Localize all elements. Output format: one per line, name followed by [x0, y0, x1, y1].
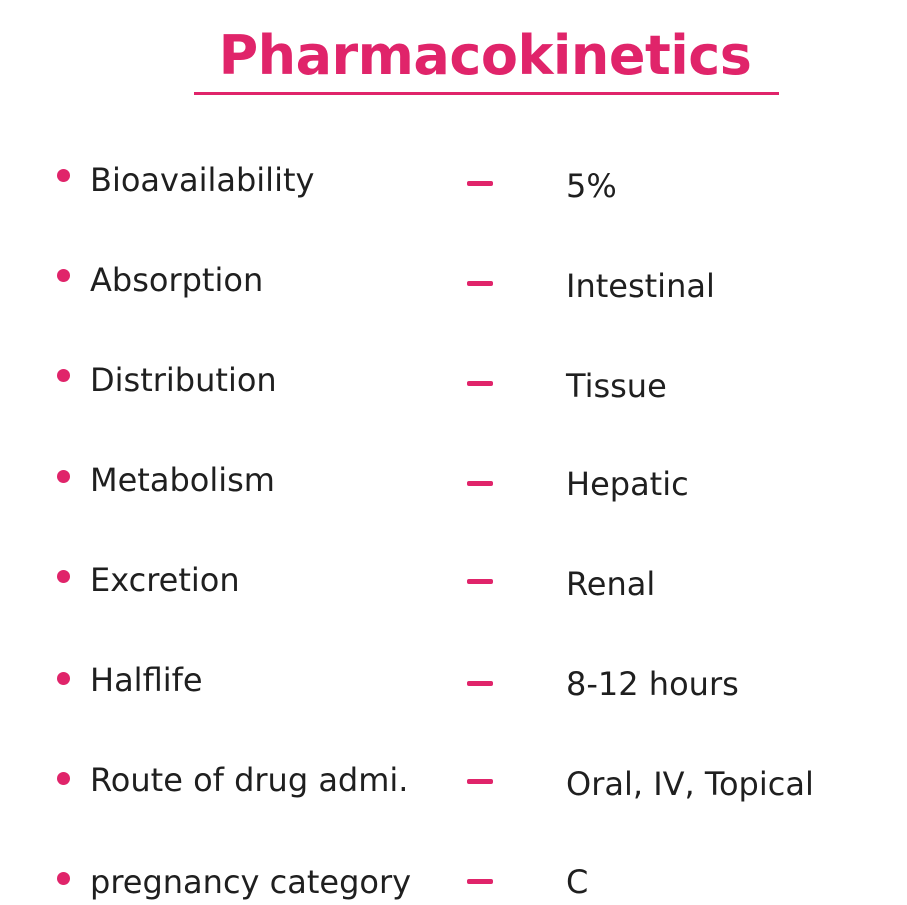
- dash-icon: [467, 879, 493, 884]
- property-label: Absorption: [90, 261, 264, 299]
- property-value: Tissue: [566, 367, 667, 405]
- title-underline: [194, 92, 779, 95]
- bullet-icon: [57, 269, 70, 282]
- dash-icon: [467, 381, 493, 386]
- dash-icon: [467, 779, 493, 784]
- property-value: Intestinal: [566, 267, 715, 305]
- property-label: Bioavailability: [90, 161, 315, 199]
- bullet-icon: [57, 369, 70, 382]
- property-value: Hepatic: [566, 465, 689, 503]
- property-value: Renal: [566, 565, 656, 603]
- property-label: Distribution: [90, 361, 277, 399]
- dash-icon: [467, 281, 493, 286]
- property-value: 8-12 hours: [566, 665, 739, 703]
- bullet-icon: [57, 169, 70, 182]
- bullet-icon: [57, 570, 70, 583]
- dash-icon: [467, 579, 493, 584]
- bullet-icon: [57, 872, 70, 885]
- bullet-icon: [57, 470, 70, 483]
- dash-icon: [467, 181, 493, 186]
- property-label: pregnancy category: [90, 863, 412, 901]
- property-label: Halflife: [90, 661, 203, 699]
- property-label: Metabolism: [90, 461, 275, 499]
- property-value: 5%: [566, 167, 617, 205]
- property-label: Route of drug admi.: [90, 761, 409, 799]
- page-title: Pharmacokinetics: [218, 24, 752, 87]
- property-label: Excretion: [90, 561, 240, 599]
- dash-icon: [467, 681, 493, 686]
- bullet-icon: [57, 772, 70, 785]
- property-value: Oral, IV, Topical: [566, 765, 814, 803]
- bullet-icon: [57, 672, 70, 685]
- dash-icon: [467, 481, 493, 486]
- property-value: C: [566, 863, 589, 901]
